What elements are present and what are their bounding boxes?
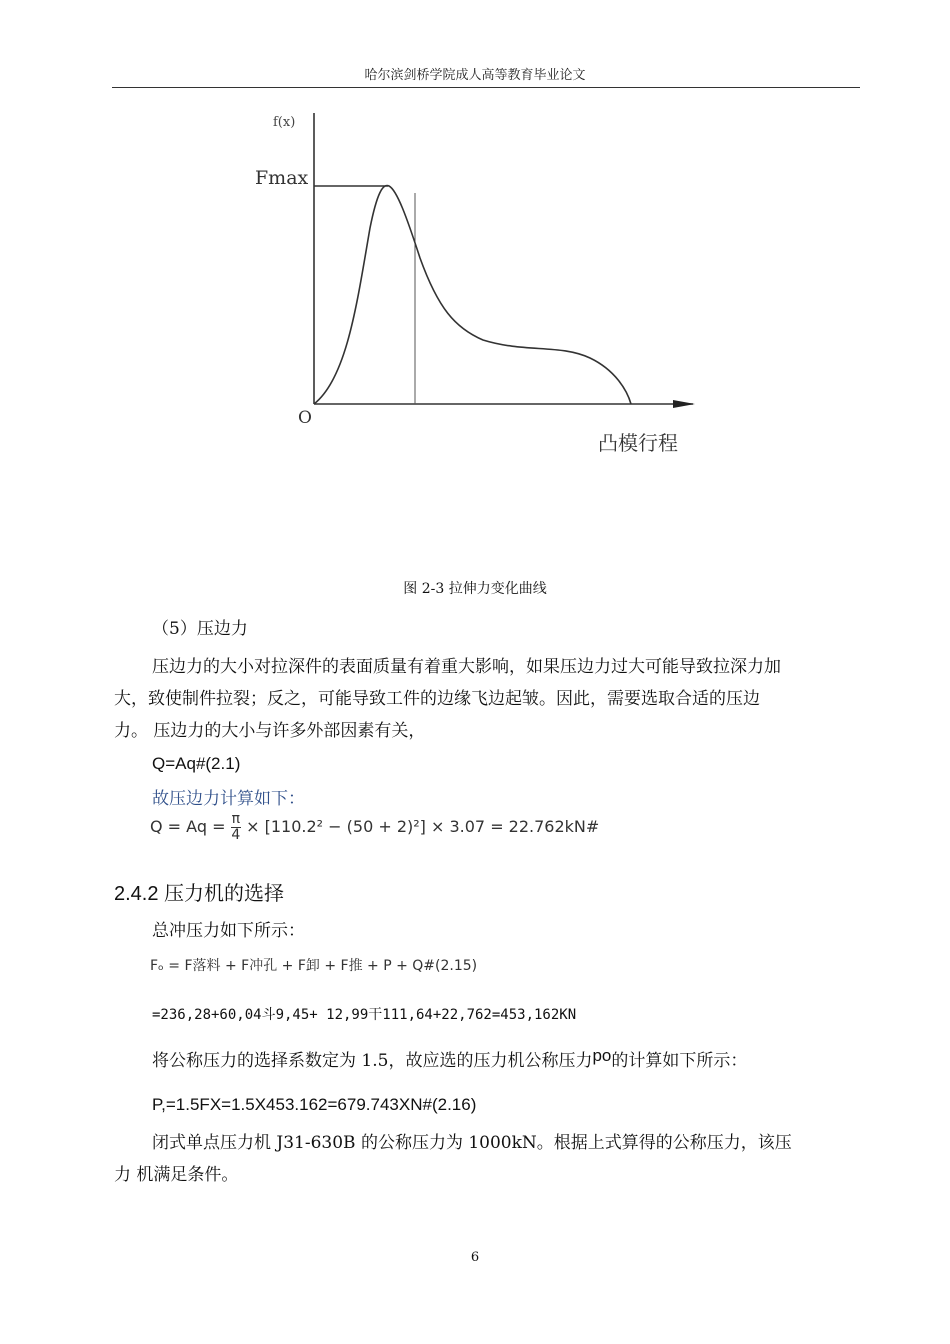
formula-2-1: Q=Aq#(2.1) bbox=[152, 754, 241, 773]
paragraph-text: 的计算如下所示： bbox=[611, 1051, 748, 1071]
po-symbol: po bbox=[592, 1046, 612, 1065]
paragraph-line: 大，致使制件拉裂；反之，可能导致工件的边缘飞边起皱。因此，需要选取合适的压边 bbox=[114, 689, 760, 709]
equation-rhs: × [110.2² − (50 + 2)²] × 3.07 = 22.762kN# bbox=[246, 817, 600, 836]
subsection-title: （5）压边力 bbox=[152, 619, 248, 639]
drawing-force-curve bbox=[314, 185, 631, 404]
paragraph-line: 闭式单点压力机 J31-630B 的公称压力为 1000kN。根据上式算得的公称压力，该压 bbox=[152, 1133, 792, 1153]
pi-over-4-fraction bbox=[231, 812, 241, 843]
drawing-force-curve-figure bbox=[255, 108, 705, 468]
page-number: 6 bbox=[470, 1250, 480, 1265]
fmax-label: Fmax bbox=[255, 167, 309, 189]
origin-label: O bbox=[298, 408, 312, 428]
calc-intro: 故压边力计算如下： bbox=[152, 789, 305, 809]
page-header: 哈尔滨剑桥学院成人高等教育毕业论文 bbox=[364, 68, 586, 83]
total-force-values: =236,28+60,04斗9,45+ 12,99干111,64+22,762=453,162KN bbox=[152, 1007, 577, 1023]
paragraph-line: 总冲压力如下所示： bbox=[152, 921, 305, 941]
paragraph-line: 力。 压边力的大小与许多外部因素有关， bbox=[114, 721, 426, 741]
formula-2-16: P,=1.5FX=1.5X453.162=679.743XN#(2.16) bbox=[152, 1095, 477, 1114]
equation-lhs: Q = Aq = bbox=[150, 817, 226, 836]
figure-caption: 图 2-3 拉伸力变化曲线 bbox=[403, 581, 547, 597]
paragraph-text: 将公称压力的选择系数定为 1.5，故应选的压力机公称压力 bbox=[152, 1051, 593, 1071]
header-divider bbox=[112, 87, 860, 88]
y-axis-label: f(x) bbox=[273, 115, 296, 130]
paragraph-line: 压边力的大小对拉深件的表面质量有着重大影响，如果压边力过大可能导致拉深力加 bbox=[152, 657, 781, 677]
paragraph-line bbox=[152, 1046, 747, 1076]
section-heading: 2.4.2 压力机的选择 bbox=[114, 883, 285, 905]
pressure-calc-equation bbox=[150, 812, 599, 843]
x-axis-arrow bbox=[673, 400, 695, 408]
total-force-formula: Fₒ = F落料 + F冲孔 + F卸 + F推 + P + Q#(2.15) bbox=[150, 958, 478, 974]
fraction-numerator: π bbox=[231, 811, 241, 827]
fraction-denominator: 4 bbox=[231, 827, 241, 843]
paragraph-line: 力 机满足条件。 bbox=[114, 1165, 239, 1185]
x-axis-label: 凸模行程 bbox=[598, 431, 678, 455]
